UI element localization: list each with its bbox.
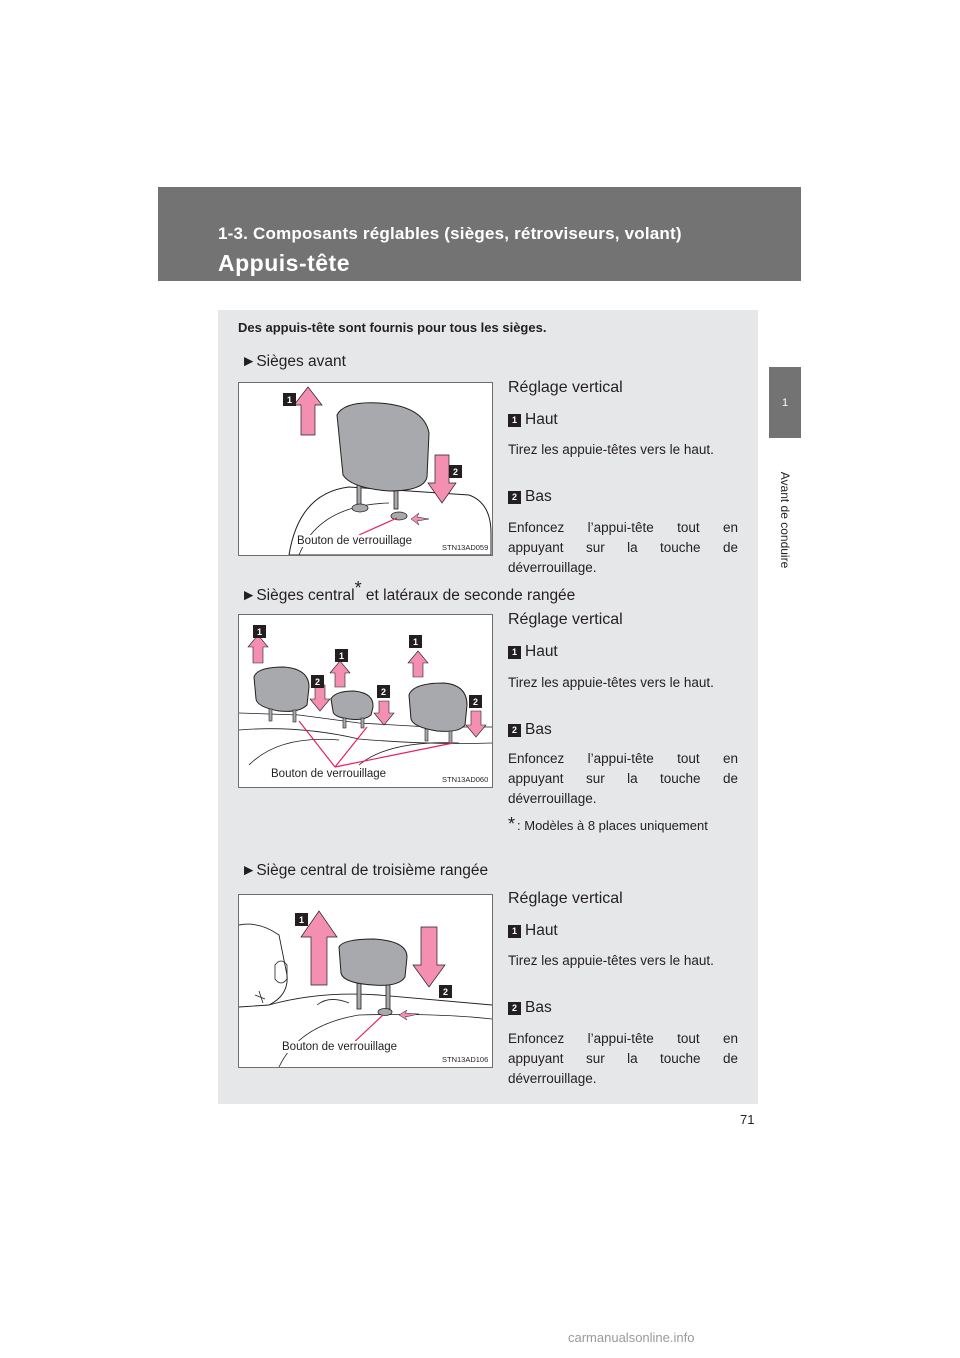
svg-text:2: 2	[452, 467, 459, 477]
step-badge: 2	[508, 724, 521, 737]
step-badge: 2	[508, 491, 521, 504]
step-label: Bas	[525, 999, 552, 1016]
chapter-number: 1	[781, 396, 789, 409]
second-up-item	[508, 643, 558, 661]
third-up-item	[508, 922, 558, 940]
model-note	[508, 816, 738, 835]
front-headrest-figure	[238, 382, 493, 556]
svg-text:1: 1	[298, 915, 305, 925]
figure-code: STN13AD060	[442, 775, 489, 784]
third-row-figure	[238, 894, 493, 1068]
svg-text:1: 1	[338, 651, 345, 661]
lock-button-caption: Bouton de verrouillage	[282, 1041, 398, 1053]
second-down-item	[508, 721, 552, 739]
third-adjust-title: Réglage vertical	[508, 890, 623, 907]
asterisk: *	[354, 578, 362, 598]
front-headrest-illustration	[239, 383, 492, 555]
figure-code: STN13AD059	[442, 543, 489, 552]
note-asterisk: *	[508, 814, 516, 834]
step-label: Bas	[525, 488, 552, 505]
svg-text:1: 1	[256, 627, 263, 637]
step-badge: 1	[508, 925, 521, 938]
second-row-figure	[238, 614, 493, 788]
svg-text:1: 1	[412, 637, 419, 647]
step-label: Bas	[525, 721, 552, 738]
second-down-desc: Enfoncez l’appui-tête tout en appuyant sur la touche de déverrouillage.	[508, 751, 738, 806]
step-label: Haut	[525, 643, 558, 660]
step-label: Haut	[525, 411, 558, 428]
page-number: 71	[740, 1112, 755, 1127]
third-row-heading: ►Siège central de troisième rangée	[241, 862, 489, 879]
heading-text: ►Sièges central	[241, 587, 355, 604]
second-up-desc: Tirez les appuie-têtes vers le haut.	[508, 675, 714, 690]
note-text: : Modèles à 8 places uniquement	[517, 818, 708, 833]
heading-text-rest: et latéraux de seconde rangée	[361, 587, 576, 604]
step-badge: 2	[508, 1002, 521, 1015]
front-adjust-title: Réglage vertical	[508, 379, 623, 396]
watermark[interactable]: carmanualsonline.info	[568, 1330, 695, 1345]
third-up-desc: Tirez les appuie-têtes vers le haut.	[508, 953, 714, 968]
front-seats-heading: ►Sièges avant	[241, 353, 346, 370]
intro-text: Des appuis-tête sont fournis pour tous les sièges.	[238, 320, 547, 335]
chapter-tab[interactable]	[769, 367, 801, 438]
svg-text:2: 2	[314, 677, 321, 687]
section-heading: 1-3. Composants réglables (sièges, rétroviseurs, volant)	[218, 224, 682, 243]
third-down-desc: Enfoncez l’appui-tête tout en appuyant sur la touche de déverrouillage.	[508, 1031, 738, 1086]
front-down-desc: Enfoncez l’appui-tête tout en appuyant sur la touche de déverrouillage.	[508, 520, 738, 575]
chapter-label: Avant de conduire	[778, 471, 792, 569]
third-down-item	[508, 999, 552, 1017]
svg-text:2: 2	[472, 697, 479, 707]
figure-code: STN13AD106	[442, 1055, 489, 1064]
step-badge: 1	[508, 414, 521, 427]
svg-text:2: 2	[442, 987, 449, 997]
second-row-heading	[241, 578, 576, 605]
front-down-item	[508, 488, 552, 506]
lock-button-caption: Bouton de verrouillage	[297, 535, 413, 547]
svg-text:1: 1	[286, 395, 293, 405]
lock-button-caption: Bouton de verrouillage	[271, 768, 387, 780]
front-up-desc: Tirez les appuie-têtes vers le haut.	[508, 442, 714, 457]
second-row-illustration	[239, 615, 492, 787]
step-badge: 1	[508, 646, 521, 659]
second-adjust-title: Réglage vertical	[508, 611, 623, 628]
front-up-item	[508, 411, 558, 429]
page-title: Appuis-tête	[218, 250, 350, 276]
step-label: Haut	[525, 922, 558, 939]
svg-text:2: 2	[380, 687, 387, 697]
